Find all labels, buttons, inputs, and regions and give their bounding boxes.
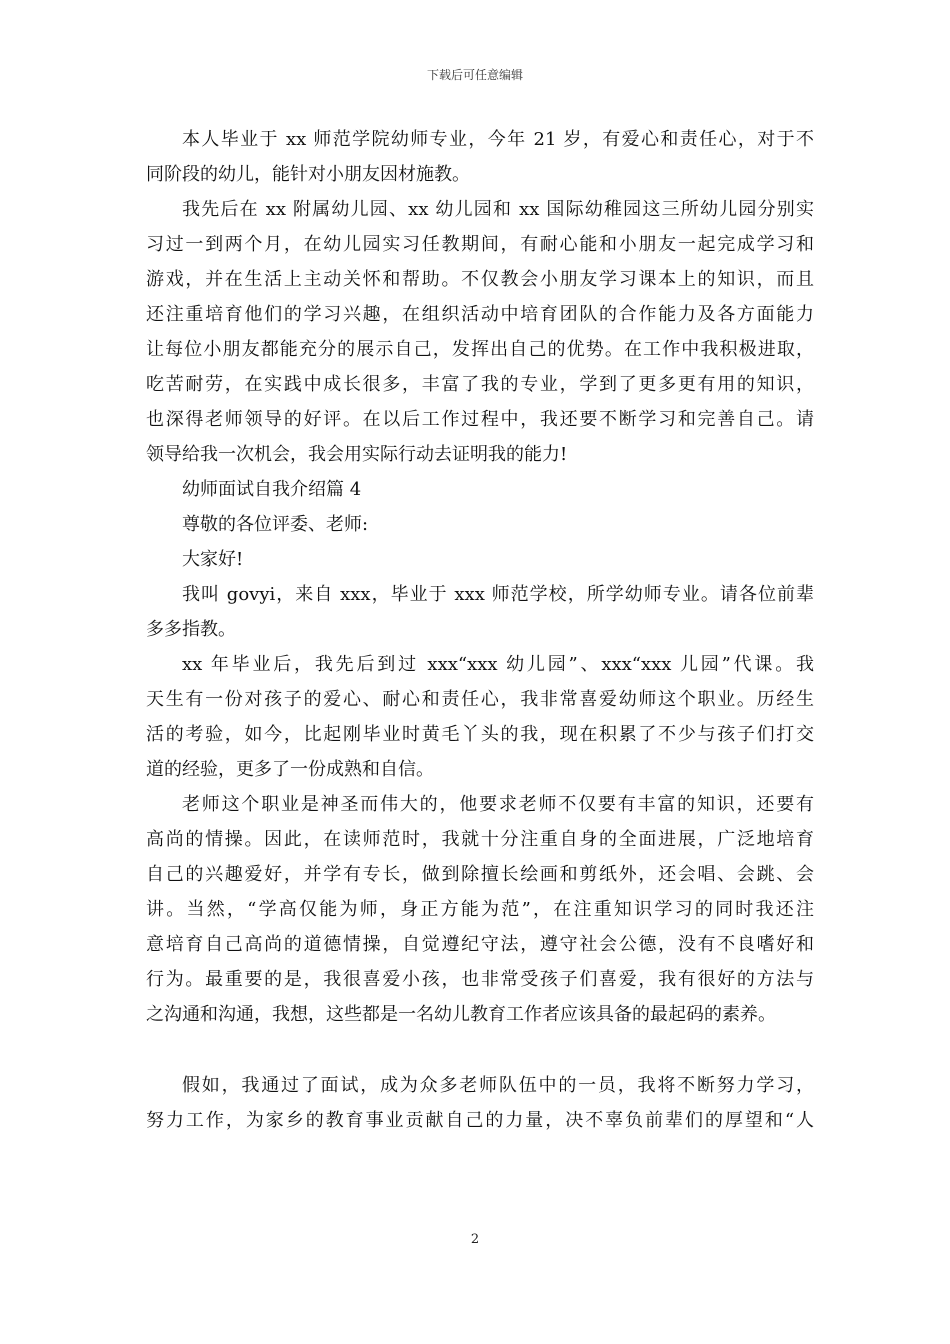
text-line: 同阶段的幼儿，能针对小朋友因材施教。 (146, 164, 470, 185)
page-header: 下载后可任意编辑 (426, 68, 523, 82)
text-line: 领导给我一次机会，我会用实际行动去证明我的能力! (146, 444, 568, 465)
text-line: 我叫 govyi，来自 xxx，毕业于 xxx 师范学校，所学幼师专业。请各位前辈 (182, 584, 814, 605)
text-line: 多多指教。 (146, 619, 236, 640)
text-line: 高尚的情操。因此，在读师范时，我就十分注重自身的全面进展，广泛地培育 (146, 829, 814, 850)
text-line: 努力工作，为家乡的教育事业贡献自己的力量，决不辜负前辈们的厚望和“人 (146, 1110, 814, 1131)
text-line: 自己的兴趣爱好，并学有专长，做到除擅长绘画和剪纸外，还会唱、会跳、会 (146, 864, 814, 885)
page-number: 2 (470, 1232, 480, 1247)
paragraph-gap (146, 1032, 814, 1068)
text-line: 本人毕业于 xx 师范学院幼师专业，今年 21 岁，有爱心和责任心，对于不 (182, 129, 814, 150)
text-line: 意培育自己高尚的道德情操，自觉遵纪守法，遵守社会公德，没有不良嗜好和 (146, 934, 814, 955)
text-line: 吃苦耐劳，在实践中成长很多，丰富了我的专业，学到了更多更有用的知识， (146, 374, 814, 395)
section-title: 幼师面试自我介绍篇 4 (182, 479, 362, 500)
salutation: 尊敬的各位评委、老师: (182, 514, 369, 535)
text-line: 道的经验，更多了一份成熟和自信。 (146, 759, 434, 780)
text-line: 我先后在 xx 附属幼儿园、xx 幼儿园和 xx 国际幼稚园这三所幼儿园分别实 (182, 199, 814, 220)
greeting: 大家好! (182, 549, 244, 570)
text-line: xx 年毕业后，我先后到过 xxx“xxx 幼儿园”、xxx“xxx 儿园”代课。我 (182, 654, 814, 675)
text-line: 假如，我通过了面试，成为众多老师队伍中的一员，我将不断努力学习， (182, 1075, 814, 1096)
text-line: 之沟通和沟通，我想，这些都是一名幼儿教育工作者应该具备的最起码的素养。 (146, 1004, 776, 1025)
text-line: 老师这个职业是神圣而伟大的，他要求老师不仅要有丰富的知识，还要有 (182, 794, 814, 815)
text-line: 也深得老师领导的好评。在以后工作过程中，我还要不断学习和完善自己。请 (146, 409, 814, 430)
text-line: 天生有一份对孩子的爱心、耐心和责任心，我非常喜爱幼师这个职业。历经生 (146, 689, 814, 710)
text-line: 讲。当然，“学高仅能为师，身正方能为范”，在注重知识学习的同时我还注 (146, 899, 814, 920)
text-line: 活的考验，如今，比起刚毕业时黄毛丫头的我，现在积累了不少与孩子们打交 (146, 724, 814, 745)
text-line: 习过一到两个月，在幼儿园实习任教期间，有耐心能和小朋友一起完成学习和 (146, 234, 814, 255)
text-line: 游戏，并在生活上主动关怀和帮助。不仅教会小朋友学习课本上的知识，而且 (146, 269, 814, 290)
text-line: 还注重培育他们的学习兴趣，在组织活动中培育团队的合作能力及各方面能力 (146, 304, 814, 325)
text-line: 让每位小朋友都能充分的展示自己，发挥出自己的优势。在工作中我积极进取， (146, 339, 814, 360)
text-line: 行为。最重要的是，我很喜爱小孩，也非常受孩子们喜爱，我有很好的方法与 (146, 969, 814, 990)
document-body (146, 122, 814, 1138)
